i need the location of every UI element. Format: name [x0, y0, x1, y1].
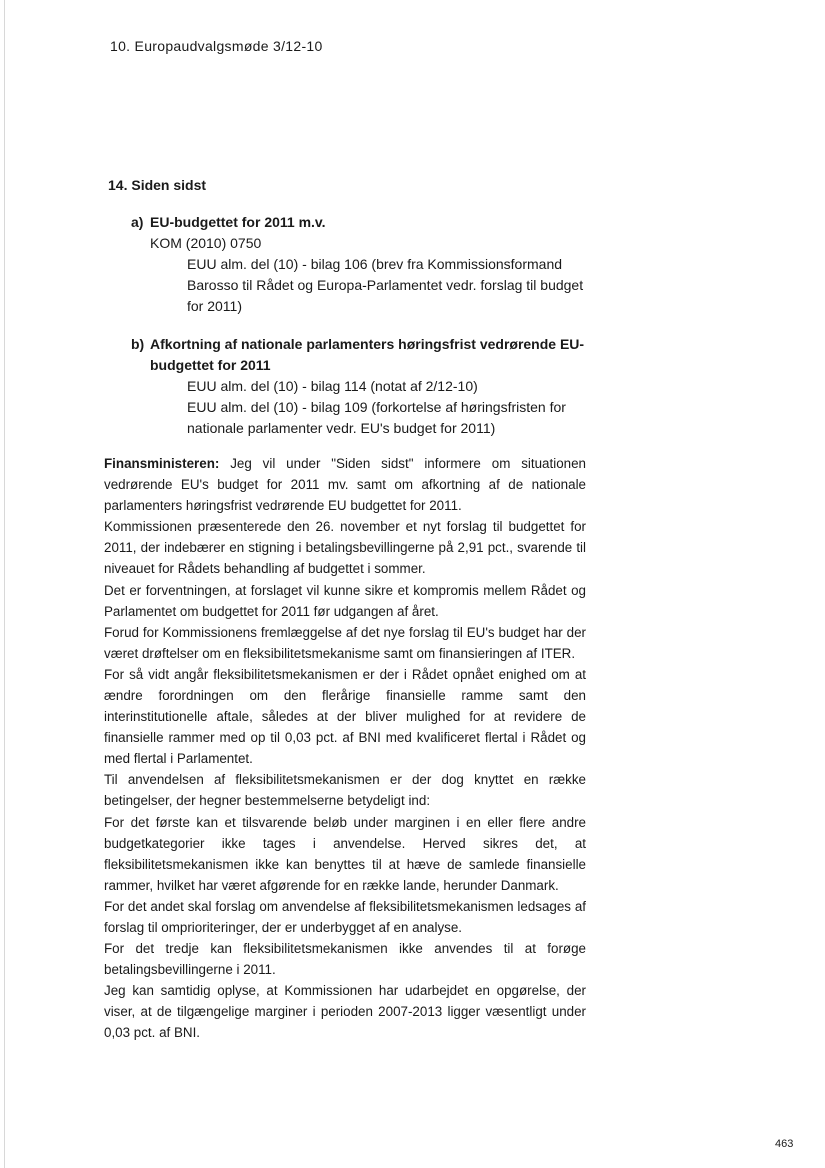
- agenda-item-a: [131, 212, 591, 317]
- paragraph: Jeg kan samtidig oplyse, at Kommissionen har udarbejdet en opgørelse, der viser, at de tilgængelige marginer i perioden 2007-2013 ligger væsentligt under 0,03 pct. af BNI.: [104, 983, 586, 1041]
- paragraph-text: Jeg vil under "Siden sidst" informere om situationen vedrørende EU's budget for 2011 mv. samt om afkortning af de nationale parlamenters høringsfrist vedrørende EU budgettet for 2011.: [104, 456, 586, 513]
- paragraph: For det andet skal forslag om anvendelse af fleksibilitetsmekanismen ledsages af forslag til omprioriteringer, der er underbygget af en analyse.: [104, 898, 586, 935]
- page-header: 10. Europaudvalgsmøde 3/12-10: [110, 38, 323, 54]
- body-text: [104, 453, 586, 1044]
- page-number: 463: [775, 1138, 794, 1150]
- paragraph: Forud for Kommissionens fremlæggelse af det nye forslag til EU's budget har der været drøftelser om en fleksibilitetsmekanisme samt om finansieringen af ITER.: [104, 624, 586, 661]
- paragraph: For det tredje kan fleksibilitetsmekanismen ikke anvendes til at forøge betalingsbevillingerne i 2011.: [104, 941, 586, 977]
- paragraph: [104, 453, 586, 516]
- paragraph: Til anvendelsen af fleksibilitetsmekanismen er der dog knyttet en række betingelser, der hegner bestemmelserne betydeligt ind:: [104, 772, 586, 809]
- item-doc-ref: KOM (2010) 0750: [150, 235, 262, 251]
- item-letter: b): [131, 336, 145, 352]
- item-title: Afkortning af nationale parlamenters høringsfrist vedrørende EU-budgettet for 2011: [150, 336, 585, 373]
- agenda-item-b: [131, 334, 591, 439]
- paragraph: Det er forventningen, at forslaget vil kunne sikre et kompromis mellem Rådet og Parlamentet om budgettet for 2011 før udgangen af året.: [104, 582, 586, 619]
- section-title: 14. Siden sidst: [108, 177, 207, 193]
- item-reference: EUU alm. del (10) - bilag 109 (forkortelse af høringsfristen for nationale parlamenter vedr. EU's budget for 2011): [187, 399, 566, 436]
- item-reference: EUU alm. del (10) - bilag 114 (notat af 2/12-10): [187, 378, 478, 394]
- scan-edge-line: [4, 0, 5, 1168]
- item-letter: a): [131, 214, 144, 230]
- paragraph: For det første kan et tilsvarende beløb under marginen i en eller flere andre budgetkategorier ikke tages i anvendelse. Herved sikres det, at fleksibilitetsmekanismen ikke kan benyttes til at hæve de samlede finansielle rammer, hvilket har været afgørende for en række lande, herunder Danmark.: [104, 814, 586, 893]
- paragraph: For så vidt angår fleksibilitetsmekanismen er der i Rådet opnået enighed om at ændre forordningen om den flerårige finansielle ramme samt den interinstitutionelle aftale, således at der bliver mulighed for at revidere de finansielle rammer med op til 0,03 pct. af BNI med kvalificeret flertal i Rådet og med flertal i Parlamentet.: [104, 667, 586, 766]
- item-title: EU-budgettet for 2011 m.v.: [150, 214, 326, 230]
- paragraph: Kommissionen præsenterede den 26. november et nyt forslag til budgettet for 2011, der indebærer en stigning i betalingsbevillingerne på 2,91 pct., svarende til niveauet for Rådets behandling af budgettet i sommer.: [104, 519, 586, 577]
- speaker-name: Finansministeren:: [104, 456, 220, 471]
- item-reference: EUU alm. del (10) - bilag 106 (brev fra Kommissionsformand Barosso til Rådet og Europa-Parlamentet vedr. forslag til budget for 2011): [187, 256, 584, 314]
